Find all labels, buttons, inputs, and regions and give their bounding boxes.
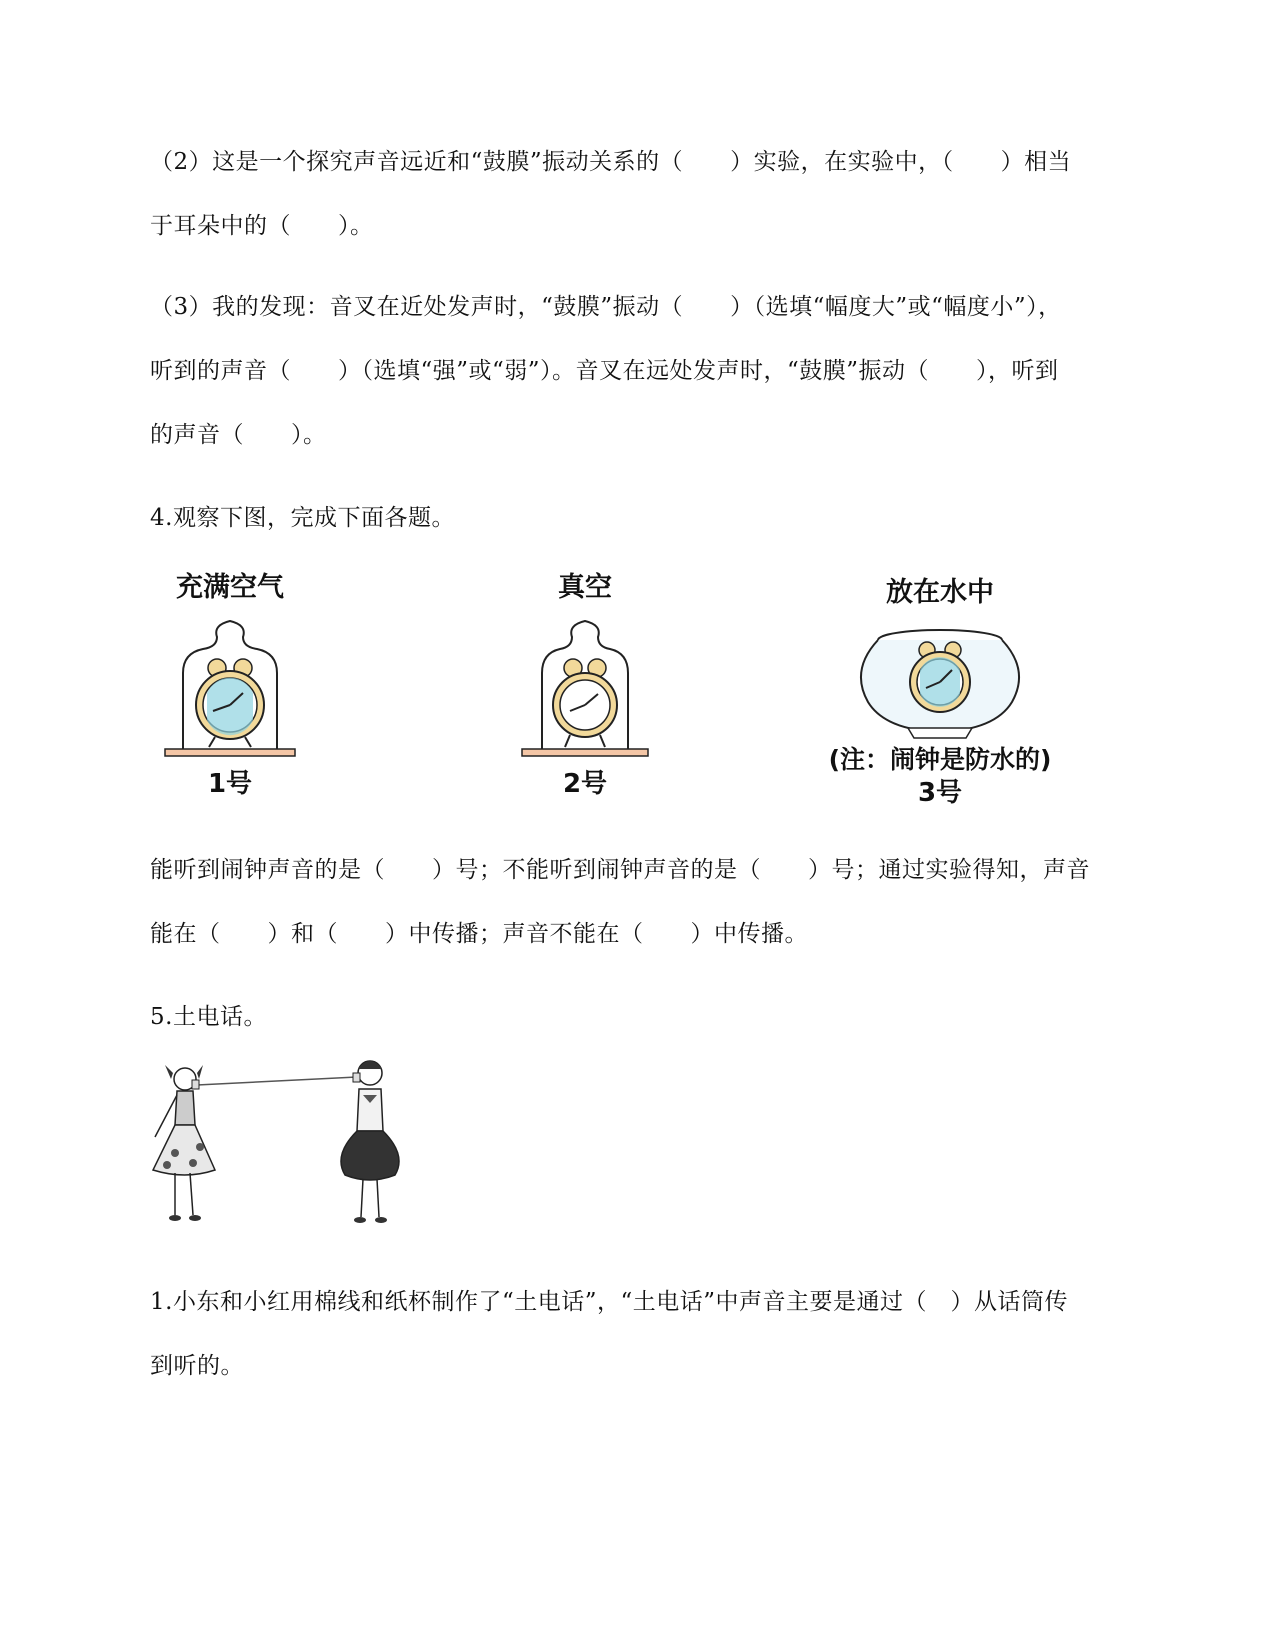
question-4-answer-line-2: 能在（ ）和（ ）中传播；声音不能在（ ）中传播。 (150, 921, 808, 947)
question-4-heading (150, 486, 1130, 550)
figure-2-vacuum-jar (520, 565, 650, 805)
figure-3-title: 放在水中 (886, 577, 994, 608)
question-3 (150, 275, 1130, 467)
figure-1-number: 1号 (207, 769, 253, 799)
figure-2-title: 真空 (558, 572, 612, 603)
question-5-heading-text: 5.土电话。 (150, 1004, 267, 1030)
question-4-answer (150, 838, 1130, 966)
question-2-line-1: （2）这是一个探究声音远近和“鼓膜”振动关系的（ ）实验，在实验中，（ ）相当 (150, 149, 1072, 175)
figure-2-number: 2号 (562, 769, 608, 799)
question-2-line-2: 于耳朵中的（ ）。 (150, 213, 374, 239)
tin-can-telephone-icon (145, 1055, 420, 1235)
question-5-sub-1-line-1: 1.小东和小红用棉线和纸杯制作了“土电话”，“土电话”中声音主要是通过（ ）从话筒传 (150, 1289, 1068, 1315)
question-3-line-2: 听到的声音（ ）（选填“强”或“弱”）。音叉在远处发声时，“鼓膜”振动（ ），听到 (150, 358, 1059, 384)
question-5-heading (150, 985, 1130, 1049)
figure-1-air-jar (155, 565, 305, 805)
question-5-sub-1-line-2: 到听的。 (150, 1353, 244, 1379)
figure-tin-can-telephone (145, 1055, 420, 1235)
question-3-line-1: （3）我的发现：音叉在近处发声时，“鼓膜”振动（ ）（选填“幅度大”或“幅度小”）， (150, 294, 1062, 320)
figure-3-water-bowl (790, 570, 1090, 820)
question-2 (150, 130, 1130, 258)
figure-1-title: 充满空气 (176, 572, 284, 603)
figure-3-number: 3号 (917, 778, 963, 808)
figure-3-note: (注：闹钟是防水的) (828, 745, 1052, 774)
question-4-heading-text: 4.观察下图，完成下面各题。 (150, 505, 455, 531)
question-5-sub-1 (150, 1270, 1130, 1398)
question-4-answer-line-1: 能听到闹钟声音的是（ ）号；不能听到闹钟声音的是（ ）号；通过实验得知，声音 (150, 857, 1090, 883)
question-3-line-3: 的声音（ ）。 (150, 422, 327, 448)
